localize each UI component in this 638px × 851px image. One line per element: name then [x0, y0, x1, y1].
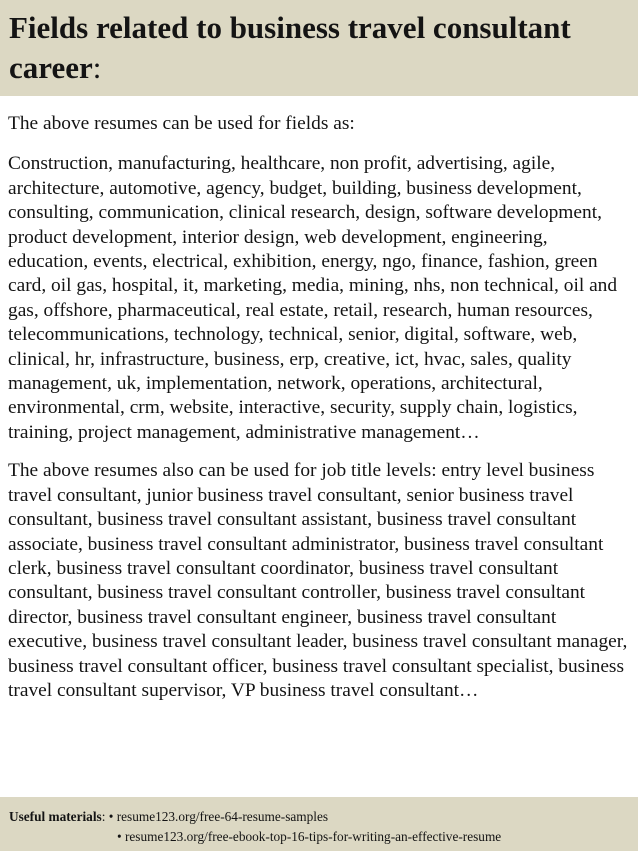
footer-separator: : — [101, 809, 109, 824]
page-title — [9, 8, 638, 88]
footer-label: Useful materials — [9, 809, 102, 824]
content-body — [8, 112, 632, 703]
footer-row-2 — [9, 827, 638, 847]
page-title-text: Fields related to business travel consultant career — [9, 10, 571, 85]
footer-band — [0, 797, 638, 851]
footer-link-2[interactable]: • resume123.org/free-ebook-top-16-tips-for-writing-an-effective-resume — [117, 829, 502, 844]
page-title-colon: : — [92, 50, 102, 85]
job-titles-list: The above resumes also can be used for job title levels: entry level business travel consultant, junior business travel consultant, senior business travel consultant, business travel consultant assistant, business travel consultant associate, business travel consultant administrator, business travel consultant clerk, business travel consultant coordinator, business travel consultant consultant, business travel consultant controller, business travel consultant director, business travel consultant engineer, business travel consultant executive, business travel consultant leader, business travel consultant manager, business travel consultant officer, business travel consultant specialist, business travel consultant supervisor, VP business travel consultant… — [8, 460, 628, 701]
footer-link-1[interactable]: • resume123.org/free-64-resume-samples — [108, 809, 329, 824]
fields-list: Construction, manufacturing, healthcare, non profit, advertising, agile, architecture, automotive, agency, budget, building, business development, consulting, communication, clinical research, design, software development, product development, interior design, web development, engineering, education, events, electrical, exhibition, energy, ngo, finance, fashion, green card, oil gas, hospital, it, marketing, media, mining, nhs, non technical, oil and gas, offshore, pharmaceutical, real estate, retail, research, human resources, telecommunications, technology, technical, senior, digital, software, web, clinical, hr, infrastructure, business, erp, creative, ict, hvac, sales, quality management, uk, implementation, network, operations, architectural, environmental, crm, website, interactive, security, supply chain, logistics, training, project management, administrative management… — [8, 153, 618, 443]
intro-text: The above resumes can be used for fields as: — [8, 113, 355, 134]
title-band — [0, 0, 638, 96]
footer-row-1 — [9, 807, 638, 827]
